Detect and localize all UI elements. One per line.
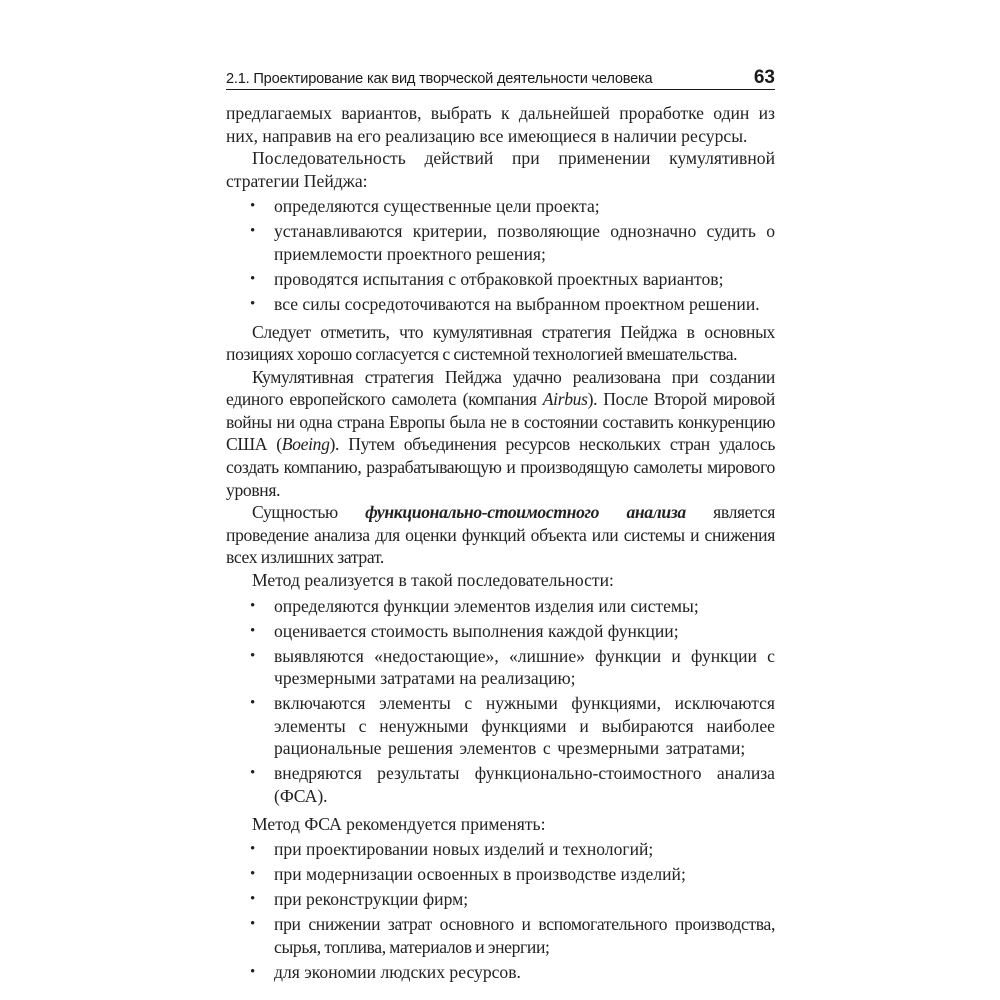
list-item-text: устанавливаются критерии, позволяющие однозначно судить о приемлемости проектного решения;: [274, 221, 775, 264]
list-item: [226, 913, 775, 958]
company-name-airbus: Airbus: [542, 389, 588, 410]
book-page: [226, 68, 775, 988]
bullet-icon: •: [250, 647, 256, 664]
bullet-icon: •: [250, 295, 256, 312]
list-item: [226, 620, 775, 643]
running-title: 2.1. Проектирование как вид творческой деятельности человека: [226, 71, 653, 87]
paragraph-fsa-application: Метод ФСА рекомендуется применять:: [252, 813, 546, 834]
list-item-text: при реконструкции фирм;: [274, 889, 469, 910]
list-item: [226, 762, 775, 807]
bullet-icon: •: [250, 963, 256, 980]
bullet-icon: •: [250, 891, 256, 908]
list-item-text: оценивается стоимость выполнения каждой функции;: [274, 620, 679, 641]
list-item: [226, 838, 775, 861]
list-item: [226, 645, 775, 690]
list-item-text: при снижении затрат основного и вспомогательного производства, сырья, топлива, материалов и энергии;: [274, 914, 775, 957]
bullet-icon: •: [250, 622, 256, 639]
list-item-text: включаются элементы с нужными функциями, исключаются элементы с ненужными функциями и выбираются наиболее рациональные решения элементов с чрезмерными затратами;: [274, 693, 775, 759]
list-item-text: внедряются результаты функционально-стоимостного анализа (ФСА).: [274, 763, 775, 806]
list-item: [226, 268, 775, 291]
bullet-icon: •: [250, 270, 256, 287]
text-fragment: ). После Второй мировой войны ни одна страна Европы была не в состоянии составить конкуренцию США (: [226, 389, 775, 455]
bullet-icon: •: [250, 866, 256, 883]
list-item: [226, 863, 775, 886]
bullet-icon: •: [250, 916, 255, 933]
bullet-icon: •: [250, 695, 256, 712]
company-name-boeing: Boeing: [281, 434, 330, 455]
list-item: [226, 692, 775, 760]
list-page-strategy-steps: [226, 195, 775, 315]
list-item-text: выявляются «недостающие», «лишние» функции и функции с чрезмерными затратами на реализацию;: [274, 645, 775, 689]
paragraph-page-strategy-sequence: Последовательность действий при применении кумулятивной стратегии Пейджа:: [226, 148, 775, 191]
bullet-icon: •: [250, 841, 256, 858]
list-item: [226, 195, 775, 218]
paragraph-airbus-example: [226, 366, 775, 502]
list-item: [226, 220, 775, 265]
text-fragment: ). Путем объединения ресурсов нескольких стран удалось создать компанию, разрабатывающую и производящую самолеты мирового уровня.: [226, 434, 775, 500]
text-fragment: является проведение анализа для оценки функций объекта или системы и снижения всех излишних затрат.: [226, 502, 775, 568]
list-item-text: определяются функции элементов изделия или системы;: [274, 595, 699, 616]
text-fragment: Кумулятивная стратегия Пейджа удачно реализована при создании единого европейского самолета (компания: [226, 366, 775, 410]
list-fsa-steps: [226, 595, 775, 808]
bullet-icon: •: [250, 597, 256, 614]
bullet-icon: •: [250, 765, 256, 782]
list-item-text: при проектировании новых изделий и технологий;: [274, 839, 654, 860]
paragraph-continuation: предлагаемых вариантов, выбрать к дальнейшей проработке один из них, направив на его реализацию все имеющиеся в наличии ресурсы.: [226, 103, 775, 146]
paragraph-fsa-definition: [226, 501, 775, 569]
bullet-icon: •: [250, 198, 256, 215]
list-fsa-applications: [226, 838, 775, 983]
list-item: [226, 961, 775, 984]
list-item: [226, 888, 775, 911]
bullet-icon: •: [250, 223, 256, 240]
text-fragment: Сущностью: [252, 502, 366, 523]
page-number: 63: [753, 67, 775, 88]
list-item: [226, 293, 775, 316]
list-item-text: определяются существенные цели проекта;: [274, 196, 600, 217]
body-text: [226, 102, 775, 983]
list-item-text: все силы сосредоточиваются на выбранном проектном решении.: [274, 293, 760, 314]
paragraph-system-technology: Следует отметить, что кумулятивная стратегия Пейджа в основных позициях хорошо согласуется с системной технологией вмешательства.: [226, 321, 775, 365]
paragraph-method-sequence: Метод реализуется в такой последовательности:: [252, 570, 614, 591]
key-term: функционально-стоимостного анализа: [365, 502, 686, 523]
list-item-text: проводятся испытания с отбраковкой проектных вариантов;: [274, 268, 724, 289]
list-item-text: при модернизации освоенных в производстве изделий;: [274, 864, 686, 885]
list-item: [226, 595, 775, 618]
list-item-text: для экономии людских ресурсов.: [274, 961, 521, 982]
running-header: [226, 68, 775, 90]
